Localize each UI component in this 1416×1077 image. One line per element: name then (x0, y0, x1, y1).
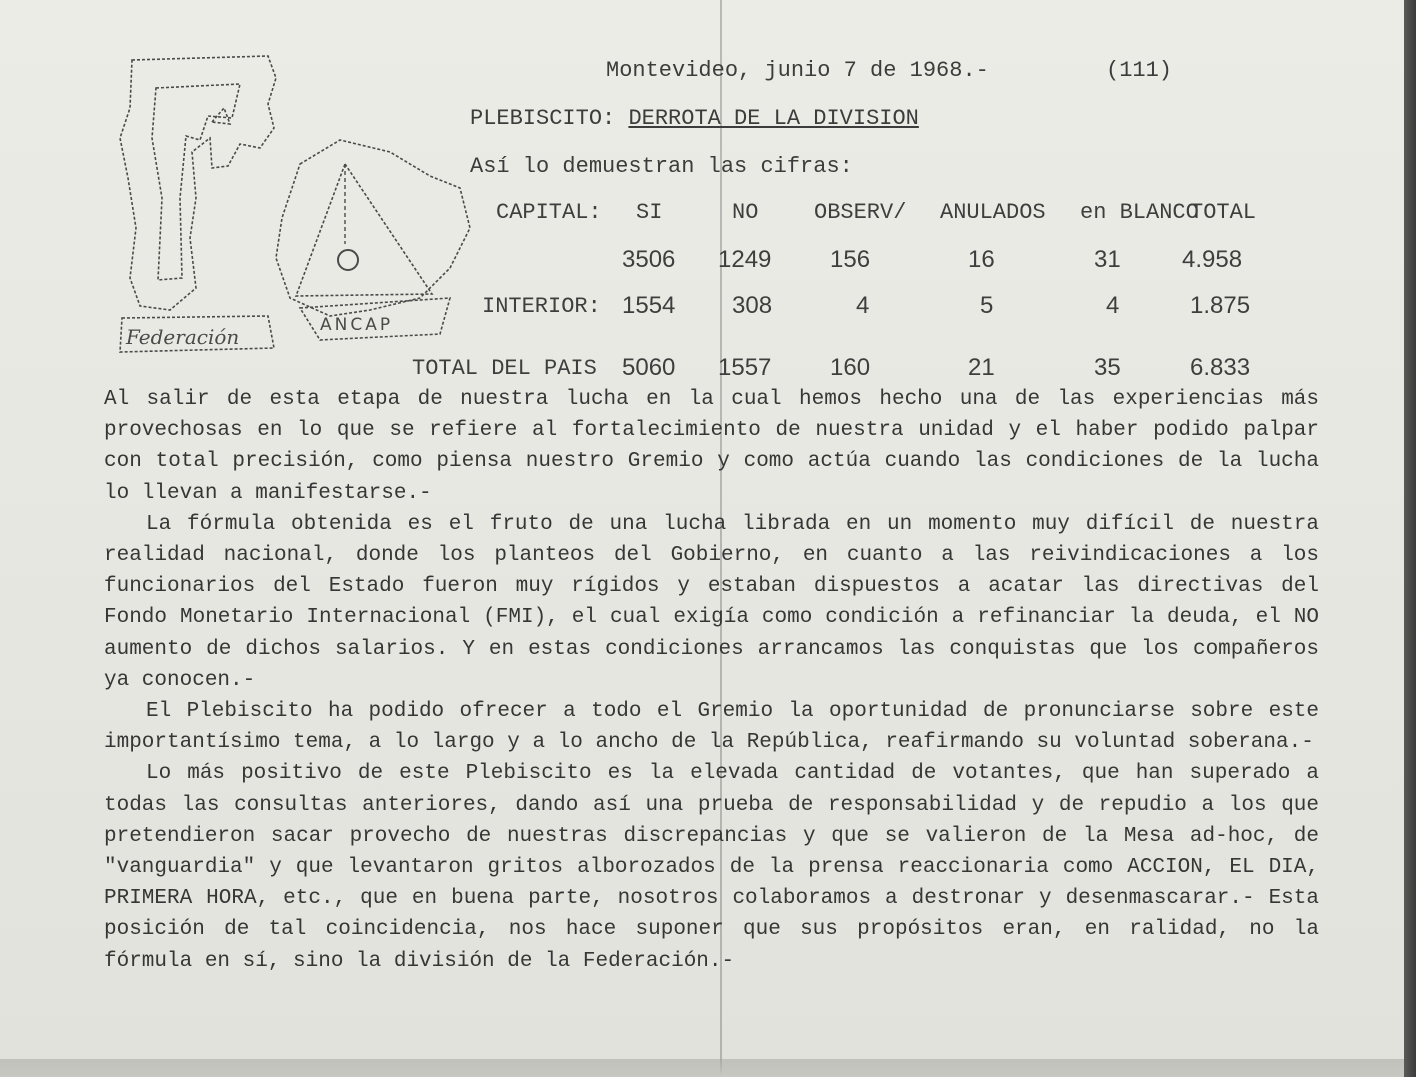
row-label-interior: INTERIOR: (482, 294, 601, 319)
paragraph-3: El Plebiscito ha podido ofrecer a todo el Gremio la oportunidad de pronunciarse sobre este importantísimo tema, a lo largo y a lo ancho de la República, reafirmando su voluntad soberana.- (104, 700, 1319, 755)
page-bottom-edge (0, 1059, 1416, 1077)
capital-anulados: 16 (968, 246, 995, 273)
interior-no: 308 (732, 292, 773, 319)
body-text (104, 384, 1319, 977)
interior-si: 1554 (622, 292, 676, 319)
col-header-si: SI (636, 200, 663, 225)
capital-en-blanco: 31 (1094, 246, 1121, 273)
interior-anulados: 5 (980, 292, 994, 319)
title-prefix: PLEBISCITO: (470, 106, 616, 131)
col-header-no: NO (732, 200, 759, 225)
total-si: 5060 (622, 354, 676, 381)
dateline: Montevideo, junio 7 de 1968.- (606, 58, 989, 83)
total-en-blanco: 35 (1094, 354, 1121, 381)
total-observ: 160 (830, 354, 871, 381)
total-anulados: 21 (968, 354, 995, 381)
total-no: 1557 (718, 354, 772, 381)
paragraph-1: Al salir de esta etapa de nuestra lucha en la cual hemos hecho una de las experiencias más provechosas en lo que se refiere al fortalecimiento de nuestra unidad y el haber podido palpar con total precisión, como piensa nuestro Gremio y como actúa cuando las condiciones de la lucha lo llevan a manifestarse.- (104, 388, 1319, 505)
title (470, 106, 919, 131)
document-number: (111) (1106, 58, 1173, 83)
interior-en-blanco: 4 (1106, 292, 1120, 319)
col-header-anulados: ANULADOS (940, 200, 1046, 225)
capital-observ: 156 (830, 246, 871, 273)
col-header-total: TOTAL (1190, 200, 1257, 225)
row-label-total-del-pais: TOTAL DEL PAIS (412, 356, 597, 381)
interior-total: 1.875 (1190, 292, 1251, 319)
logo-label-ancap: ANCAP (320, 315, 394, 335)
capital-total: 4.958 (1182, 246, 1243, 273)
intro-line: Así lo demuestran las cifras: (470, 154, 853, 179)
page-right-edge (1404, 0, 1416, 1077)
col-header-observ: OBSERV/ (814, 200, 907, 225)
logo-label-federacion: Federación (126, 325, 240, 349)
total-total: 6.833 (1190, 354, 1251, 381)
title-main: DERROTA DE LA DIVISION (628, 106, 919, 131)
paragraph-4: Lo más positivo de este Plebiscito es la elevada cantidad de votantes, que han superado a todas las consultas anteriores, dando así una prueba de responsabilidad y de repudio a los que pretendieron sacar provecho de nuestras discrepancias y que se valieron de la Mesa ad-hoc, de "vanguardia" y que levantaron gritos alborozados de la prensa reaccionaria como ACCION, EL DIA, PRIMERA HORA, etc., que en buena parte, nosotros colaboramos a destronar y desenmascarar.- Esta posición de tal coincidencia, nos hace suponer que sus propósitos eran, en ralidad, no la fórmula en sí, sino la división de la Federación.- (104, 762, 1319, 973)
interior-observ: 4 (856, 292, 870, 319)
capital-no: 1249 (718, 246, 772, 273)
paragraph-2: La fórmula obtenida es el fruto de una lucha librada en un momento muy difícil de nuestra realidad nacional, donde los planteos del Gobierno, en cuanto a las reivindicaciones a los funcionarios del Estado fueron muy rígidos y estaban dispuestos a acatar las directivas del Fondo Monetario Internacional (FMI), el cual exigía como condición a refinanciar la deuda, el NO aumento de dichos salarios. Y en estas condiciones arrancamos las conquistas que los compañeros ya conocen.- (104, 512, 1319, 692)
capital-si: 3506 (622, 246, 676, 273)
federacion-ancap-logo (100, 48, 480, 378)
row-label-capital: CAPITAL: (496, 200, 602, 225)
col-header-en-blanco: en BLANCO (1080, 200, 1199, 225)
